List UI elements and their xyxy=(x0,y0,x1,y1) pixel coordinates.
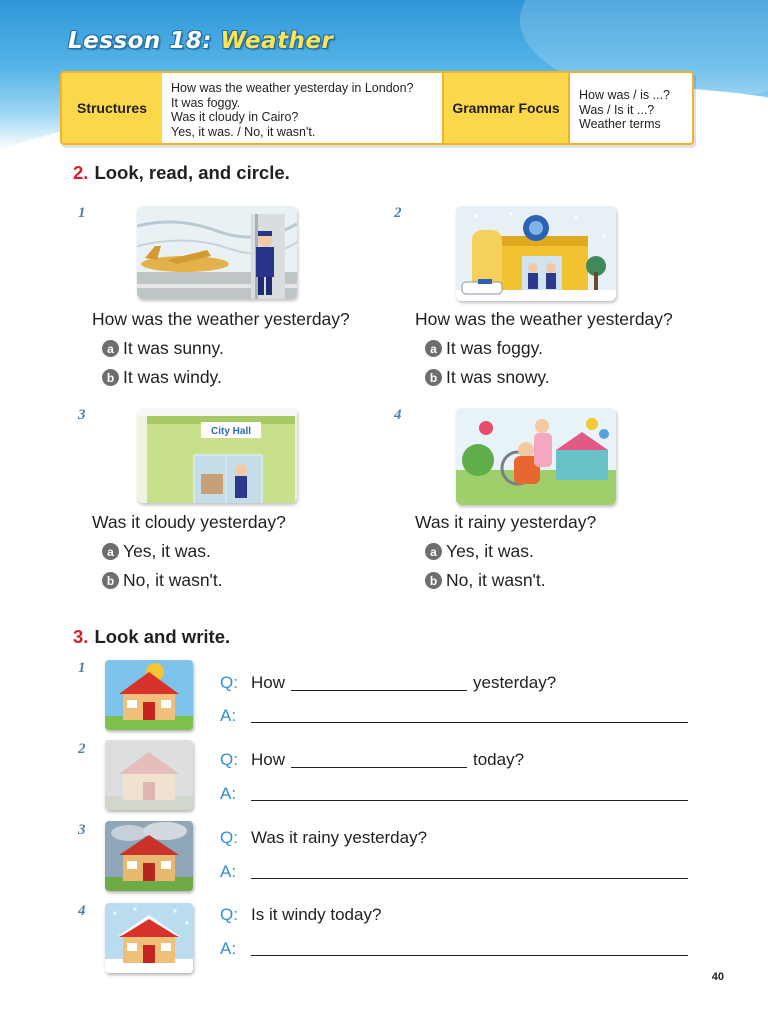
option-text: It was snowy. xyxy=(446,367,550,387)
question-full: Was it rainy yesterday? xyxy=(251,828,428,847)
lesson-prefix: Lesson 18: xyxy=(68,28,213,54)
option-a[interactable] xyxy=(102,541,211,562)
question-full: Is it windy today? xyxy=(251,905,382,924)
grammar-focus-label: Grammar Focus xyxy=(442,73,570,143)
option-b[interactable] xyxy=(425,570,546,591)
a-label: A: xyxy=(220,939,237,958)
section-3-title: Look and write. xyxy=(94,626,231,647)
airport-windy-picture xyxy=(137,206,297,299)
option-b[interactable] xyxy=(425,367,550,388)
section-2-title: Look, read, and circle. xyxy=(94,162,290,183)
option-text: No, it wasn't. xyxy=(446,570,546,590)
question-text: Was it cloudy yesterday? xyxy=(92,512,286,532)
item-number: 4 xyxy=(394,407,402,423)
structure-line: It was foggy. xyxy=(171,95,241,110)
section-3-heading xyxy=(73,626,230,648)
option-text: It was windy. xyxy=(123,367,222,387)
structures-label: Structures xyxy=(62,73,162,143)
item-number: 3 xyxy=(78,822,86,838)
lesson-topic: Weather xyxy=(220,28,334,54)
answer-blank[interactable] xyxy=(251,878,688,879)
option-b-badge: b xyxy=(425,572,442,589)
item-number: 1 xyxy=(78,205,86,221)
item-number: 2 xyxy=(394,205,402,221)
a-label: A: xyxy=(220,706,237,725)
structure-line: How was the weather yesterday in London? xyxy=(171,81,414,95)
amusement-park-picture xyxy=(456,408,616,505)
option-b-badge: b xyxy=(425,369,442,386)
question-blank[interactable] xyxy=(291,767,467,768)
q-label: Q: xyxy=(220,905,238,924)
grammar-line: Weather terms xyxy=(579,117,661,131)
section-2-heading xyxy=(73,162,290,184)
section-3-number: 3. xyxy=(73,626,89,647)
cloudy-house-picture xyxy=(105,821,193,891)
city-hall-picture xyxy=(137,408,297,503)
sunny-house-picture xyxy=(105,660,193,730)
item-number: 3 xyxy=(78,407,86,423)
option-b[interactable] xyxy=(102,570,223,591)
question-start: How xyxy=(251,673,286,692)
question-end: today? xyxy=(473,750,525,769)
question-blank[interactable] xyxy=(291,690,467,691)
question-text: How was the weather yesterday? xyxy=(92,309,350,329)
page-number: 40 xyxy=(711,971,724,983)
item-number: 1 xyxy=(78,660,86,676)
option-text: Yes, it was. xyxy=(123,541,211,561)
lesson-title xyxy=(68,28,333,54)
structures-box xyxy=(60,71,694,145)
option-b-badge: b xyxy=(102,572,119,589)
question-text: Was it rainy yesterday? xyxy=(415,512,597,532)
snowy-house-picture xyxy=(105,903,193,973)
a-label: A: xyxy=(220,784,237,803)
option-text: No, it wasn't. xyxy=(123,570,223,590)
option-text: It was sunny. xyxy=(123,338,224,358)
option-a-badge: a xyxy=(425,340,442,357)
question-start: How xyxy=(251,750,286,769)
grammar-focus-items xyxy=(570,73,692,143)
structure-line: Was it cloudy in Cairo? xyxy=(171,110,299,124)
item-number: 2 xyxy=(78,741,86,757)
option-a[interactable] xyxy=(425,338,543,359)
structure-line: Yes, it was. / No, it wasn't. xyxy=(171,124,316,139)
question-end: yesterday? xyxy=(473,673,557,692)
q-label: Q: xyxy=(220,750,238,769)
question-text: How was the weather yesterday? xyxy=(415,309,673,329)
answer-blank[interactable] xyxy=(251,722,688,723)
grammar-line: Was / Is it ...? xyxy=(579,102,655,117)
answer-blank[interactable] xyxy=(251,955,688,956)
option-a-badge: a xyxy=(425,543,442,560)
option-a[interactable] xyxy=(102,338,224,359)
answer-blank[interactable] xyxy=(251,800,688,801)
foggy-house-picture xyxy=(105,740,193,810)
section-2-number: 2. xyxy=(73,162,89,183)
option-text: Yes, it was. xyxy=(446,541,534,561)
item-number: 4 xyxy=(78,903,86,919)
option-a[interactable] xyxy=(425,541,534,562)
option-a-badge: a xyxy=(102,340,119,357)
option-b-badge: b xyxy=(102,369,119,386)
structures-examples xyxy=(162,73,442,143)
grammar-line: How was / is ...? xyxy=(579,88,670,102)
q-label: Q: xyxy=(220,828,238,847)
option-a-badge: a xyxy=(102,543,119,560)
city-hall-sign: City Hall xyxy=(210,426,252,437)
police-station-snowy-picture xyxy=(456,206,616,301)
a-label: A: xyxy=(220,862,237,881)
q-label: Q: xyxy=(220,673,238,692)
option-text: It was foggy. xyxy=(446,338,543,358)
option-b[interactable] xyxy=(102,367,222,388)
